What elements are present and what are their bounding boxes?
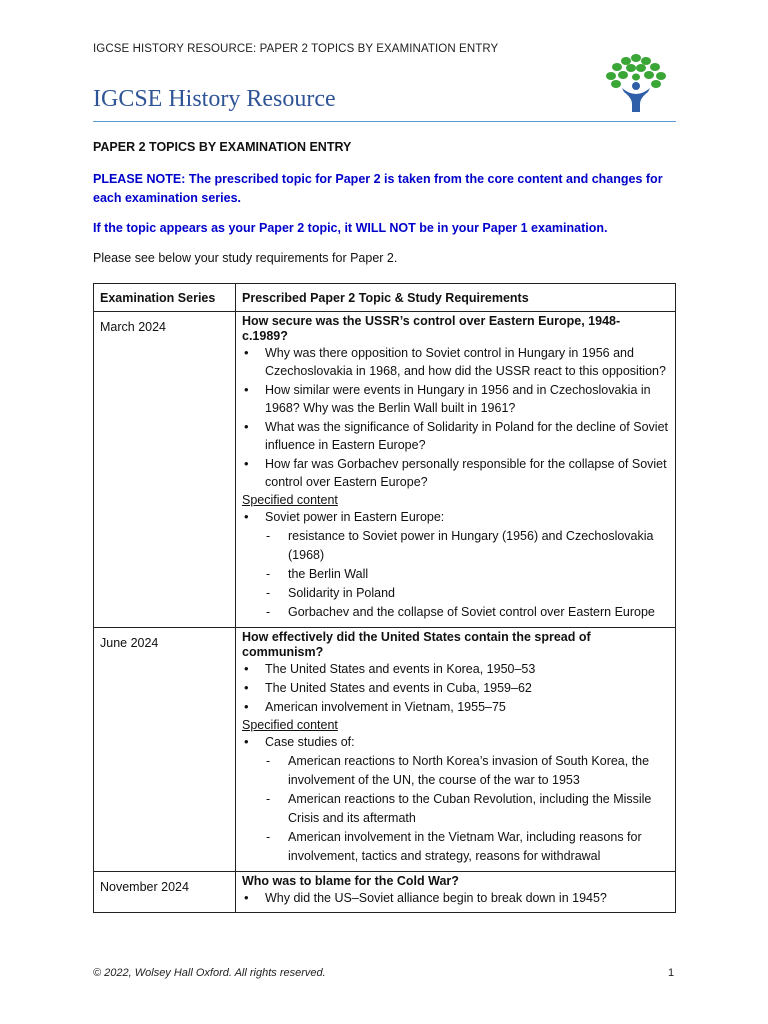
list-item: • Why was there opposition to Soviet control in Hungary in 1956 and Czechoslovakia in 1968, and how did the USSR react to this opposition? (242, 344, 669, 380)
list-item: - resistance to Soviet power in Hungary (1956) and Czechoslovakia (1968) (242, 527, 669, 565)
page-heading: PAPER 2 TOPICS BY EXAMINATION ENTRY (93, 140, 352, 154)
topic-cell (236, 628, 676, 872)
list-item: - American involvement in the Vietnam War, including reasons for involvement, tactics and strategy, reasons for withdrawal (242, 828, 669, 866)
table-row (94, 872, 676, 913)
list-item (242, 733, 669, 866)
list-item: - American reactions to North Korea’s invasion of South Korea, the involvement of the UN, the course of the war to 1953 (242, 752, 669, 790)
topic-cell (236, 312, 676, 628)
list-item: • American involvement in Vietnam, 1955–75 (242, 698, 669, 716)
question-list (242, 660, 669, 716)
page-number: 1 (668, 967, 675, 979)
topics-table (93, 283, 676, 913)
list-item: • The United States and events in Korea, 1950–53 (242, 660, 669, 678)
dash-list (265, 527, 669, 622)
header-divider (93, 121, 676, 122)
note-paper1-exclusion: If the topic appears as your Paper 2 topic, it WILL NOT be in your Paper 1 examination. (93, 221, 608, 235)
series-cell: March 2024 (94, 312, 236, 628)
list-item: - Gorbachev and the collapse of Soviet control over Eastern Europe (242, 603, 669, 622)
column-header-topic: Prescribed Paper 2 Topic & Study Requirements (236, 284, 676, 312)
list-item: • Why did the US–Soviet alliance begin to break down in 1945? (242, 889, 669, 907)
list-item: • The United States and events in Cuba, 1959–62 (242, 679, 669, 697)
column-header-series: Examination Series (94, 284, 236, 312)
note-prescribed-topic: PLEASE NOTE: The prescribed topic for Paper 2 is taken from the core content and changes for each examination series. (93, 172, 663, 205)
specified-content-label: Specified content (242, 718, 338, 732)
question-list (242, 344, 669, 491)
tree-person-logo-icon (600, 52, 672, 114)
topic-question: How secure was the USSR’s control over Eastern Europe, 1948- c.1989? (242, 314, 621, 343)
specified-list (242, 508, 669, 622)
table-row (94, 628, 676, 872)
list-item: - the Berlin Wall (242, 565, 669, 584)
specified-bullet-text: Soviet power in Eastern Europe: (265, 510, 445, 524)
intro-text: Please see below your study requirements for Paper 2. (93, 251, 398, 265)
specified-list (242, 733, 669, 866)
table-row (94, 312, 676, 628)
list-item: - Solidarity in Poland (242, 584, 669, 603)
list-item: • How similar were events in Hungary in 1956 and in Czechoslovakia in 1968? Why was the Berlin Wall built in 1961? (242, 381, 669, 417)
list-item: • What was the significance of Solidarity in Poland for the decline of Soviet influence in Eastern Europe? (242, 418, 669, 454)
series-cell: November 2024 (94, 872, 236, 913)
list-item: - American reactions to the Cuban Revolution, including the Missile Crisis and its aftermath (242, 790, 669, 828)
brand-title: IGCSE History Resource (93, 86, 336, 112)
running-header: IGCSE HISTORY RESOURCE: PAPER 2 TOPICS BY EXAMINATION ENTRY (93, 43, 499, 55)
series-cell: June 2024 (94, 628, 236, 872)
list-item (242, 508, 669, 622)
dash-list (265, 752, 669, 866)
table-header-row (94, 284, 676, 312)
specified-content-label: Specified content (242, 493, 338, 507)
topic-question: How effectively did the United States contain the spread of communism? (242, 630, 591, 659)
specified-bullet-text: Case studies of: (265, 735, 355, 749)
question-list (242, 889, 669, 907)
copyright-footer: © 2022, Wolsey Hall Oxford. All rights reserved. (93, 967, 326, 979)
topic-cell (236, 872, 676, 913)
list-item: • How far was Gorbachev personally responsible for the collapse of Soviet control over Eastern Europe? (242, 455, 669, 491)
topic-question: Who was to blame for the Cold War? (242, 874, 459, 888)
